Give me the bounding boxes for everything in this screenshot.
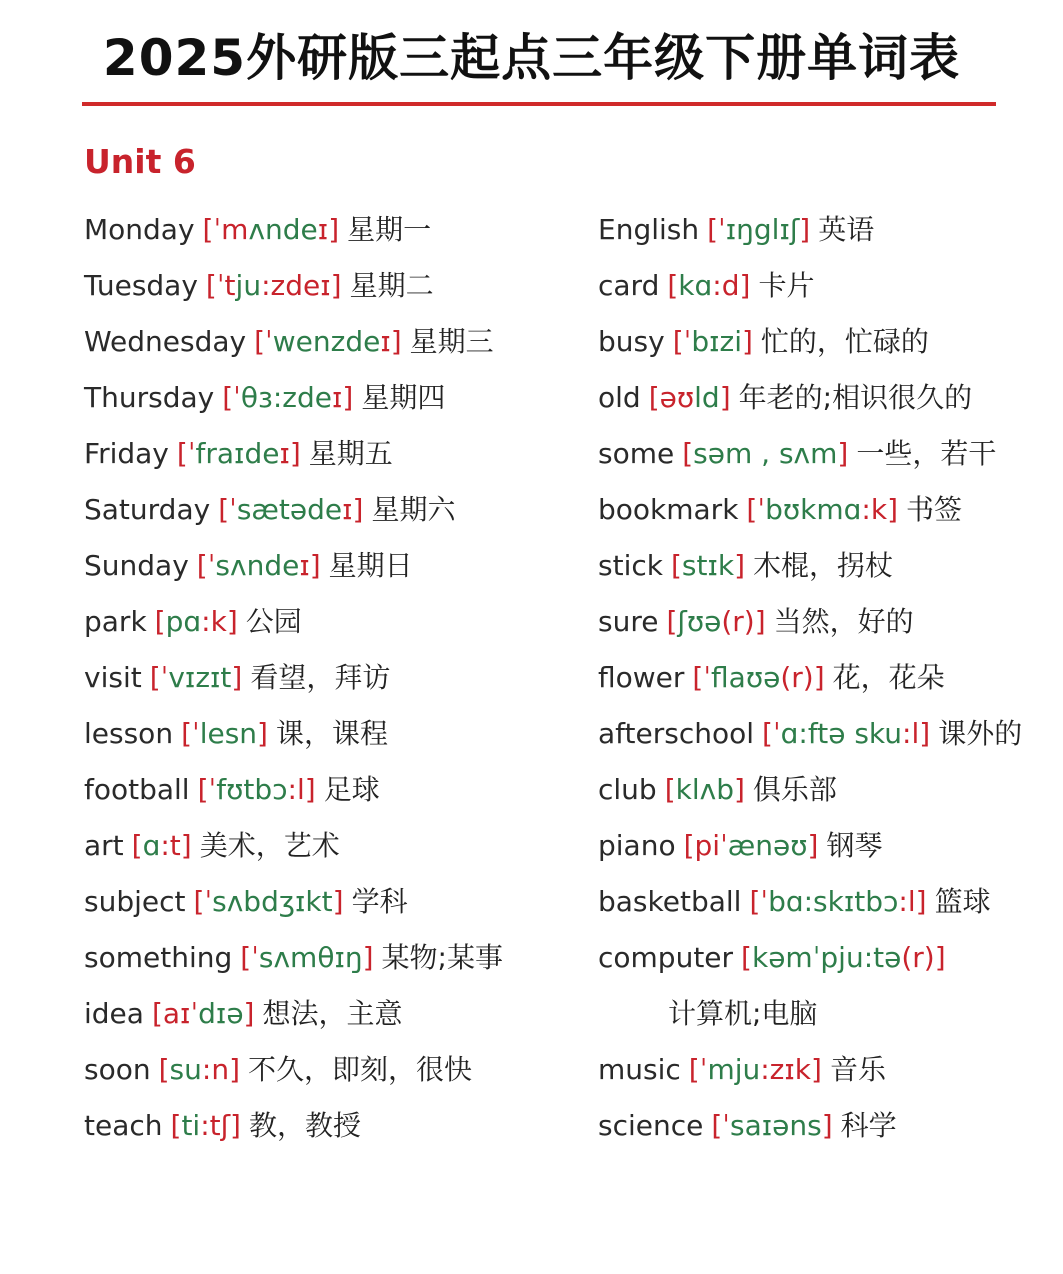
phonetic-segment: [ [682,437,694,470]
english-word: teach [84,1109,163,1142]
phonetic-segment: ɪ [342,493,353,526]
phonetic-transcription [671,549,745,582]
vocab-entry [598,482,1058,538]
phonetic-transcription [194,885,344,918]
chinese-meaning: 当然，好的 [773,605,914,638]
phonetic-segment: səm , sʌm [693,437,838,470]
vocab-entry [84,874,584,930]
phonetic-segment: fʊtbɔ [216,773,288,806]
chinese-meaning: 星期三 [409,325,494,358]
phonetic-segment: piˈ [694,829,728,862]
english-word: art [84,829,124,862]
phonetic-transcription [240,941,373,974]
english-word: basketball [598,885,742,918]
phonetic-segment: ] [799,213,811,246]
phonetic-segment: ] [719,381,731,414]
phonetic-segment: ˈm [213,213,249,246]
chinese-meaning: 课，课程 [275,717,388,750]
phonetic-segment: ] [309,549,321,582]
phonetic-segment: ] [811,1053,822,1086]
vocab-entry [598,1042,1058,1098]
english-word: science [598,1109,704,1142]
phonetic-segment: flaʊə [711,661,781,694]
phonetic-segment: [ [176,437,188,470]
english-word: soon [84,1053,151,1086]
vocab-entry [598,538,1058,594]
phonetic-transcription [649,381,731,414]
phonetic-segment: θɜ:zde [240,381,332,414]
phonetic-segment: [ [170,1109,182,1142]
vocab-entry [598,930,1058,986]
phonetic-segment: ˈ [683,325,692,358]
phonetic-segment: ˈ [208,773,217,806]
page-title: 2025外研版三起点三年级下册单词表 [102,29,961,87]
vocab-entry [598,706,1058,762]
phonetic-transcription [177,437,301,470]
english-word: flower [598,661,685,694]
phonetic-segment: ˈ [722,1109,730,1142]
phonetic-segment: :l [902,717,920,750]
phonetic-transcription [665,773,745,806]
phonetic-segment: ] [243,997,255,1030]
phonetic-segment: [ [688,1053,700,1086]
phonetic-segment: [ [131,829,143,862]
vocab-entry [84,986,584,1042]
phonetic-segment: :tʃ [200,1109,231,1142]
phonetic-segment: bɪzi [691,325,742,358]
vocab-entry [598,314,1058,370]
phonetic-segment: ɪ [320,269,331,302]
phonetic-segment: ld [694,381,720,414]
phonetic-segment: (r) [780,661,814,694]
phonetic-segment: [ [672,325,684,358]
phonetic-transcription [666,605,765,638]
vocab-entry [598,986,1058,1042]
vocab-entry [84,650,584,706]
phonetic-transcription [741,941,946,974]
english-word: some [598,437,675,470]
chinese-meaning: 木棍，拐杖 [753,549,894,582]
phonetic-transcription [254,325,402,358]
phonetic-segment: ] [807,829,819,862]
phonetic-segment: :l [287,773,305,806]
chinese-meaning: 星期四 [361,381,446,414]
phonetic-transcription [152,997,255,1030]
phonetic-segment: ] [289,437,301,470]
phonetic-segment: ti [181,1109,201,1142]
phonetic-transcription [746,493,898,526]
phonetic-segment: pɑ [165,605,202,638]
phonetic-segment: klʌb [675,773,734,806]
phonetic-transcription [197,549,321,582]
phonetic-segment: [ [181,717,192,750]
phonetic-segment: ɪ [299,549,310,582]
phonetic-transcription [171,1109,241,1142]
chinese-meaning: 看望，拜访 [250,661,391,694]
english-word: Thursday [84,381,215,414]
phonetic-segment: ɑ [142,829,161,862]
phonetic-segment: ˈ [772,717,781,750]
chinese-meaning: 忙的，忙碌的 [760,325,929,358]
phonetic-segment: bɑ:skɪtbɔ [768,885,899,918]
phonetic-segment: ] [934,941,946,974]
phonetic-segment: ] [231,661,243,694]
title-underline [82,102,996,106]
chinese-meaning: 年老的;相识很久的 [738,381,973,414]
vocab-entry [84,202,584,258]
english-word: Wednesday [84,325,247,358]
vocab-entry [84,706,584,762]
phonetic-segment: ʃʊə [677,605,722,638]
phonetic-segment: ] [741,325,753,358]
chinese-meaning: 音乐 [829,1053,886,1086]
chinese-meaning: 美术，艺术 [199,829,340,862]
phonetic-segment: :k [861,493,888,526]
phonetic-transcription [707,213,810,246]
vocab-entry [598,594,1058,650]
phonetic-segment: pju:tə [820,941,902,974]
phonetic-segment: ɪŋglɪʃ [725,213,800,246]
chinese-meaning: 想法，主意 [262,997,403,1030]
phonetic-segment: ] [837,437,849,470]
phonetic-segment: [ [193,885,205,918]
phonetic-segment: [ [683,829,695,862]
english-word: Tuesday [84,269,198,302]
phonetic-segment: ] [734,549,746,582]
phonetic-segment: [ [197,773,209,806]
english-word: Saturday [84,493,211,526]
phonetic-segment: [ [240,941,252,974]
vocab-entry [598,370,1058,426]
chinese-meaning: 足球 [323,773,380,806]
phonetic-transcription [150,661,243,694]
english-word: Sunday [84,549,189,582]
chinese-meaning: 课外的 [938,717,1023,750]
english-word: lesson [84,717,174,750]
phonetic-transcription [198,773,316,806]
phonetic-segment: (r) [901,941,935,974]
phonetic-segment: ˈ [187,437,196,470]
phonetic-transcription [181,717,268,750]
phonetic-transcription [132,829,192,862]
phonetic-segment: ɑ:ftə sku [780,717,903,750]
phonetic-segment: sætəde [236,493,343,526]
phonetic-segment: ] [342,381,354,414]
phonetic-segment: ænəʊ [727,829,808,862]
phonetic-transcription [159,1053,240,1086]
phonetic-segment: ju [235,269,262,302]
vocab-entry [84,370,584,426]
phonetic-segment: sʌnde [215,549,300,582]
chinese-meaning: 花，花朵 [832,661,945,694]
phonetic-segment: ] [915,885,927,918]
vocab-entry [84,930,584,986]
phonetic-transcription [206,269,342,302]
phonetic-segment: [ [222,381,234,414]
phonetic-segment: mju [707,1053,761,1086]
phonetic-segment: ] [226,605,238,638]
phonetic-segment: :d [712,269,740,302]
chinese-meaning: 公园 [245,605,302,638]
chinese-meaning: 计算机;电脑 [668,997,818,1030]
vocab-entry [84,594,584,650]
vocab-entry [598,1098,1058,1154]
chinese-meaning: 英语 [818,213,875,246]
phonetic-segment: sʌmθɪŋ [258,941,363,974]
phonetic-segment: ɪ [380,325,391,358]
phonetic-segment: ] [390,325,402,358]
phonetic-segment: aɪˈ [162,997,199,1030]
phonetic-transcription [667,269,750,302]
vocab-entry [84,426,584,482]
phonetic-segment: lesn [199,717,258,750]
phonetic-segment: [ [749,885,761,918]
phonetic-segment: [ [205,269,217,302]
english-word: old [598,381,641,414]
phonetic-segment: ˈ [229,493,237,526]
phonetic-segment: ] [362,941,374,974]
phonetic-segment: [ [664,773,676,806]
phonetic-segment: ˈ [760,885,769,918]
vocab-entry [598,258,1058,314]
vocabulary-column-left [84,202,584,1154]
phonetic-transcription [218,493,363,526]
phonetic-transcription [762,717,930,750]
phonetic-segment: [ [707,213,719,246]
english-word: Friday [84,437,169,470]
phonetic-segment: :zɪk [760,1053,811,1086]
english-word: piano [598,829,676,862]
phonetic-segment: ˈ [251,941,259,974]
phonetic-segment: kɑ [678,269,713,302]
english-word: idea [84,997,144,1030]
english-word: park [84,605,147,638]
phonetic-segment: [ [741,941,752,974]
phonetic-segment: ] [739,269,751,302]
phonetic-segment: ˈ [703,661,712,694]
phonetic-segment: ˈt [216,269,236,302]
phonetic-segment: ɪ [317,213,329,246]
phonetic-segment: [ [149,661,161,694]
phonetic-segment: [ [670,549,682,582]
vocab-entry [598,426,1058,482]
phonetic-segment: ] [352,493,364,526]
phonetic-segment: ] [180,829,192,862]
phonetic-segment: ] [229,1053,241,1086]
chinese-meaning: 星期五 [308,437,393,470]
phonetic-segment: [ [648,381,660,414]
chinese-meaning: 星期二 [349,269,434,302]
english-word: stick [598,549,663,582]
vocab-entry [84,1098,584,1154]
chinese-meaning: 书签 [906,493,963,526]
phonetic-segment: su [169,1053,202,1086]
phonetic-segment: ˈ [160,661,169,694]
phonetic-segment: ] [821,1109,833,1142]
phonetic-segment: [ [254,325,266,358]
phonetic-segment: [ [666,605,678,638]
phonetic-transcription [673,325,753,358]
phonetic-segment: (r) [721,605,755,638]
vocab-entry [84,818,584,874]
chinese-meaning: 星期一 [347,213,432,246]
vocab-entry [598,874,1058,930]
phonetic-segment: ˈ [718,213,726,246]
english-word: computer [598,941,734,974]
phonetic-segment: sʌbdʒɪkt [212,885,333,918]
chinese-meaning: 教，教授 [248,1109,361,1142]
phonetic-segment: [ [711,1109,723,1142]
english-word: Monday [84,213,195,246]
chinese-meaning: 某物;某事 [381,941,503,974]
vocab-entry [598,818,1058,874]
chinese-meaning: 星期六 [371,493,456,526]
phonetic-segment: [ [158,1053,170,1086]
phonetic-segment: wenzde [272,325,381,358]
phonetic-segment: ˈ [192,717,200,750]
phonetic-segment: [ [667,269,679,302]
chinese-meaning: 一些，若干 [856,437,997,470]
english-word: something [84,941,233,974]
vocab-entry [84,762,584,818]
phonetic-segment: ] [330,269,342,302]
phonetic-transcription [155,605,238,638]
vocab-entry [84,258,584,314]
phonetic-segment: ˈ [207,549,216,582]
phonetic-segment: dɪə [198,997,244,1030]
phonetic-segment: ] [328,213,340,246]
chinese-meaning: 星期日 [328,549,413,582]
vocab-entry [84,1042,584,1098]
phonetic-segment: [ [762,717,773,750]
phonetic-segment: kəmˈ [751,941,821,974]
vocab-entry [84,314,584,370]
vocab-entry [84,482,584,538]
english-word: busy [598,325,665,358]
phonetic-segment: ] [257,717,268,750]
english-word: visit [84,661,142,694]
phonetic-segment: :zde [261,269,321,302]
english-word: bookmark [598,493,739,526]
phonetic-segment: :n [201,1053,230,1086]
phonetic-segment: ˈ [233,381,241,414]
phonetic-segment: :l [898,885,916,918]
phonetic-transcription [711,1109,832,1142]
phonetic-segment: ] [887,493,898,526]
phonetic-segment: [ [218,493,230,526]
phonetic-segment: ɪ [279,437,290,470]
chinese-meaning: 学科 [351,885,408,918]
chinese-meaning: 篮球 [934,885,991,918]
phonetic-segment: ] [919,717,931,750]
english-word: football [84,773,190,806]
chinese-meaning: 科学 [840,1109,897,1142]
phonetic-segment: vɪzɪt [168,661,232,694]
vocabulary-column-right [598,202,1058,1154]
phonetic-segment: ɪ [332,381,343,414]
unit-heading: Unit 6 [84,142,196,181]
phonetic-segment: ] [733,773,745,806]
chinese-meaning: 钢琴 [826,829,883,862]
phonetic-transcription [203,213,340,246]
english-word: music [598,1053,681,1086]
phonetic-segment: ] [304,773,316,806]
phonetic-transcription [684,829,819,862]
phonetic-transcription [222,381,353,414]
phonetic-transcription [689,1053,822,1086]
phonetic-transcription [692,661,824,694]
phonetic-segment: fraɪde [195,437,280,470]
phonetic-segment: [ [692,661,704,694]
phonetic-segment: [ [154,605,166,638]
english-word: English [598,213,700,246]
phonetic-segment: [ [746,493,758,526]
phonetic-segment: ʌnde [248,213,318,246]
vocab-entry [598,762,1058,818]
phonetic-segment: ] [813,661,825,694]
phonetic-segment: ] [230,1109,241,1142]
chinese-meaning: 不久，即刻，很快 [248,1053,473,1086]
phonetic-segment: :k [201,605,227,638]
phonetic-segment: ˈ [699,1053,708,1086]
phonetic-segment: saɪəns [730,1109,822,1142]
phonetic-segment: ˈ [204,885,213,918]
phonetic-segment: [ [151,997,163,1030]
phonetic-transcription [682,437,848,470]
phonetic-segment: bʊkmɑ [765,493,862,526]
english-word: subject [84,885,186,918]
phonetic-segment: [ [196,549,208,582]
english-word: club [598,773,657,806]
chinese-meaning: 俱乐部 [752,773,837,806]
phonetic-segment: stɪk [681,549,735,582]
phonetic-segment: ] [332,885,344,918]
english-word: sure [598,605,659,638]
vocab-entry [598,650,1058,706]
phonetic-segment: ˈ [265,325,273,358]
english-word: afterschool [598,717,755,750]
phonetic-transcription [749,885,926,918]
vocab-entry [84,538,584,594]
chinese-meaning: 卡片 [758,269,815,302]
english-word: card [598,269,660,302]
phonetic-segment: əʊ [659,381,695,414]
phonetic-segment: :t [160,829,181,862]
phonetic-segment: [ [202,213,214,246]
phonetic-segment: ] [754,605,766,638]
phonetic-segment: ˈ [757,493,766,526]
vocab-entry [598,202,1058,258]
